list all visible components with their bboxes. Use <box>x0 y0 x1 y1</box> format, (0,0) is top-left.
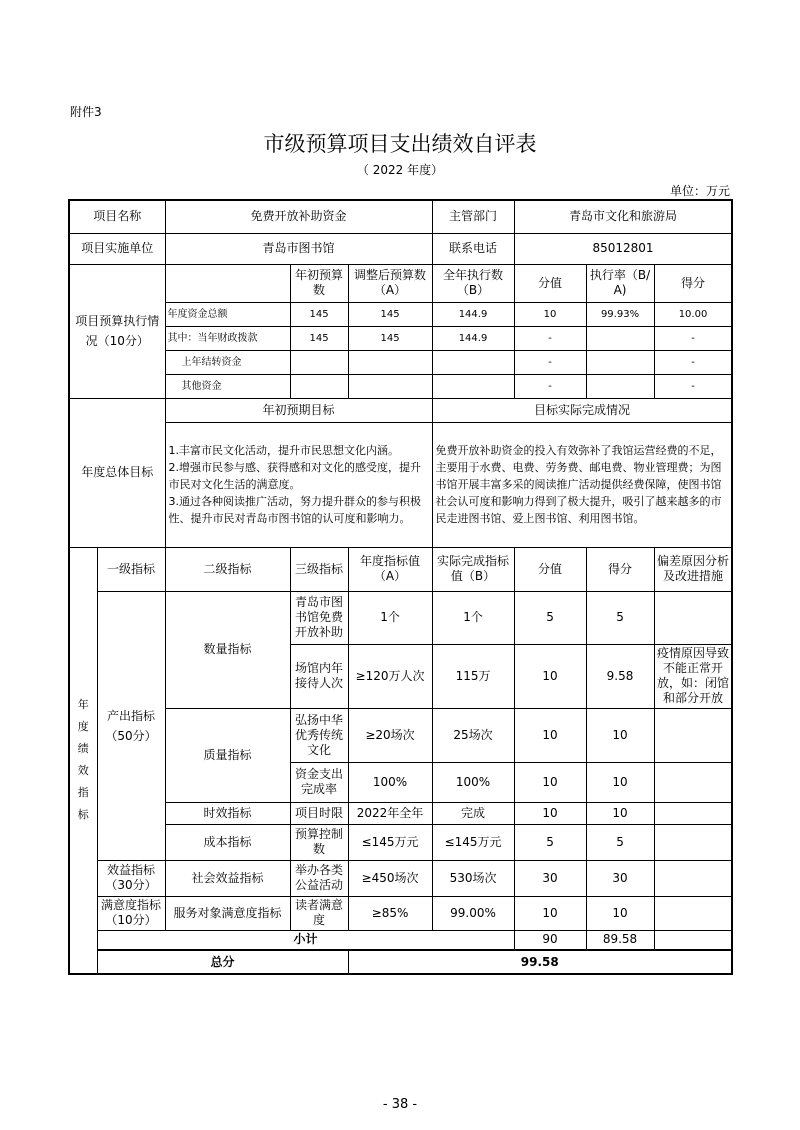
performance-section-label <box>69 547 97 974</box>
l3-indicator: 读者满意度 <box>290 896 348 930</box>
score: 10 <box>586 708 654 762</box>
score-value: 10 <box>514 644 586 708</box>
score: 10 <box>586 762 654 802</box>
phone-label: 联系电话 <box>432 233 514 264</box>
performance-section-text: 年度绩效指标 <box>77 698 89 822</box>
goals-expected-header: 年初预期目标 <box>165 398 432 422</box>
score-value: 30 <box>514 860 586 896</box>
budget-section-label: 项目预算执行情况（10分） <box>69 264 165 398</box>
score: 5 <box>586 591 654 644</box>
budget-adjusted <box>348 350 432 374</box>
perf-header-reason: 偏差原因分析及改进措施 <box>654 547 732 591</box>
social-benefit-indicator-label: 社会效益指标 <box>165 860 290 896</box>
perf-header-l3: 三级指标 <box>290 547 348 591</box>
deviation-reason: 疫情原因导致不能正常开放，如：闭馆和部分开放 <box>654 644 732 708</box>
actual-value: 25场次 <box>432 708 514 762</box>
score-value: 10 <box>514 802 586 824</box>
deviation-reason <box>654 802 732 824</box>
budget-header-adjusted: 调整后预算数（A） <box>348 264 432 302</box>
score: 5 <box>586 824 654 860</box>
budget-header-score: 得分 <box>654 264 732 302</box>
benefit-indicator-label: 效益指标（30分） <box>97 860 165 896</box>
score-value: 5 <box>514 591 586 644</box>
l3-indicator: 举办各类公益活动 <box>290 860 348 896</box>
deviation-reason <box>654 824 732 860</box>
budget-adjusted: 145 <box>348 302 432 326</box>
actual-value: 530场次 <box>432 860 514 896</box>
subtotal-label: 小计 <box>97 930 514 950</box>
budget-executed: 144.9 <box>432 302 514 326</box>
impl-unit-label: 项目实施单位 <box>69 233 165 264</box>
budget-score-value: - <box>514 350 586 374</box>
budget-executed <box>432 374 514 398</box>
goals-expected-text: 1.丰富市民文化活动，提升市民思想文化内涵。 2.增强市民参与感、获得感和对文化的感受度，提升市民对文化生活的满意度。 3.通过各种阅读推广活动，努力提升群众的参与积极性、提升市民对青岛市图书馆的认可度和影响力。 <box>165 422 432 547</box>
project-name-label: 项目名称 <box>69 200 165 233</box>
budget-score-value: - <box>514 326 586 350</box>
target-value: ≥450场次 <box>348 860 432 896</box>
perf-header-value: 分值 <box>514 547 586 591</box>
actual-value: 100% <box>432 762 514 802</box>
project-name: 免费开放补助资金 <box>165 200 432 233</box>
subtotal-reason <box>654 930 732 950</box>
service-satisfaction-indicator-label: 服务对象满意度指标 <box>165 896 290 930</box>
target-value: ≥85% <box>348 896 432 930</box>
output-indicator-label: 产出指标（50分） <box>97 591 165 860</box>
l3-indicator: 预算控制数 <box>290 824 348 860</box>
score: 10 <box>586 896 654 930</box>
goals-actual-text: 免费开放补助资金的投入有效弥补了我馆运营经费的不足，主要用于水费、电费、劳务费、邮电费、物业管理费；为图书馆开展丰富多采的阅读推广活动提供经费保障，使图书馆社会认可度和影响力得到了极大提升，吸引了越来越多的市民走进图书馆、爱上图书馆、利用图书馆。 <box>432 422 732 547</box>
budget-initial: 145 <box>290 302 348 326</box>
budget-rate <box>586 374 654 398</box>
budget-executed: 144.9 <box>432 326 514 350</box>
score-value: 10 <box>514 708 586 762</box>
budget-score: - <box>654 326 732 350</box>
phone-value: 85012801 <box>514 233 732 264</box>
deviation-reason <box>654 591 732 644</box>
budget-executed <box>432 350 514 374</box>
total-value: 99.58 <box>348 950 732 974</box>
perf-header-l1: 一级指标 <box>97 547 165 591</box>
budget-adjusted: 145 <box>348 326 432 350</box>
actual-value: ≤145万元 <box>432 824 514 860</box>
l3-indicator: 场馆内年接待人次 <box>290 644 348 708</box>
l3-indicator: 青岛市图书馆免费开放补助 <box>290 591 348 644</box>
actual-value: 完成 <box>432 802 514 824</box>
target-value: ≤145万元 <box>348 824 432 860</box>
target-value: ≥120万人次 <box>348 644 432 708</box>
satisfaction-indicator-label: 满意度指标（10分） <box>97 896 165 930</box>
deviation-reason <box>654 896 732 930</box>
target-value: 2022年全年 <box>348 802 432 824</box>
page-title: 市级预算项目支出绩效自评表 <box>263 132 537 156</box>
evaluation-table <box>68 199 733 975</box>
actual-value: 1个 <box>432 591 514 644</box>
l3-indicator: 弘扬中华优秀传统文化 <box>290 708 348 762</box>
deviation-reason <box>654 762 732 802</box>
quality-indicator-label: 质量指标 <box>165 708 290 802</box>
goals-section-label: 年度总体目标 <box>69 398 165 547</box>
budget-header-executed: 全年执行数（B） <box>432 264 514 302</box>
impl-unit-value: 青岛市图书馆 <box>165 233 432 264</box>
actual-value: 99.00% <box>432 896 514 930</box>
cost-indicator-label: 成本指标 <box>165 824 290 860</box>
budget-rate <box>586 350 654 374</box>
score-value: 10 <box>514 762 586 802</box>
budget-header-blank <box>165 264 290 302</box>
actual-value: 115万 <box>432 644 514 708</box>
unit-label: 单位：万元 <box>669 184 730 198</box>
budget-initial: 145 <box>290 326 348 350</box>
budget-initial <box>290 374 348 398</box>
target-value: ≥20场次 <box>348 708 432 762</box>
budget-initial <box>290 350 348 374</box>
dept-value: 青岛市文化和旅游局 <box>514 200 732 233</box>
subtotal-score: 89.58 <box>586 930 654 950</box>
l3-indicator: 项目时限 <box>290 802 348 824</box>
target-value: 1个 <box>348 591 432 644</box>
budget-header-initial: 年初预算数 <box>290 264 348 302</box>
perf-header-actual: 实际完成指标值（B） <box>432 547 514 591</box>
score-value: 10 <box>514 896 586 930</box>
budget-score: - <box>654 374 732 398</box>
perf-header-l2: 二级指标 <box>165 547 290 591</box>
deviation-reason <box>654 860 732 896</box>
deviation-reason <box>654 708 732 762</box>
l3-indicator: 资金支出完成率 <box>290 762 348 802</box>
perf-header-target: 年度指标值（A） <box>348 547 432 591</box>
budget-score-value: - <box>514 374 586 398</box>
budget-score: 10.00 <box>654 302 732 326</box>
quantity-indicator-label: 数量指标 <box>165 591 290 708</box>
goals-actual-header: 目标实际完成情况 <box>432 398 732 422</box>
budget-header-rate: 执行率（B/A) <box>586 264 654 302</box>
score-value: 5 <box>514 824 586 860</box>
total-label: 总分 <box>97 950 348 974</box>
budget-header-score-value: 分值 <box>514 264 586 302</box>
page-number: - 38 - <box>382 1097 418 1112</box>
subtotal-value: 90 <box>514 930 586 950</box>
budget-row-label: 其他资金 <box>165 374 290 398</box>
budget-rate <box>586 326 654 350</box>
time-indicator-label: 时效指标 <box>165 802 290 824</box>
score: 30 <box>586 860 654 896</box>
score: 9.58 <box>586 644 654 708</box>
budget-score: - <box>654 350 732 374</box>
budget-row-label: 上年结转资金 <box>165 350 290 374</box>
budget-score-value: 10 <box>514 302 586 326</box>
budget-row-label: 年度资金总额 <box>165 302 290 326</box>
budget-adjusted <box>348 374 432 398</box>
perf-header-score: 得分 <box>586 547 654 591</box>
attachment-label: 附件3 <box>70 105 102 119</box>
budget-rate: 99.93% <box>586 302 654 326</box>
budget-row-label: 其中：当年财政拨款 <box>165 326 290 350</box>
target-value: 100% <box>348 762 432 802</box>
score: 10 <box>586 802 654 824</box>
year-label: （ 2022 年度） <box>356 163 444 177</box>
dept-label: 主管部门 <box>432 200 514 233</box>
